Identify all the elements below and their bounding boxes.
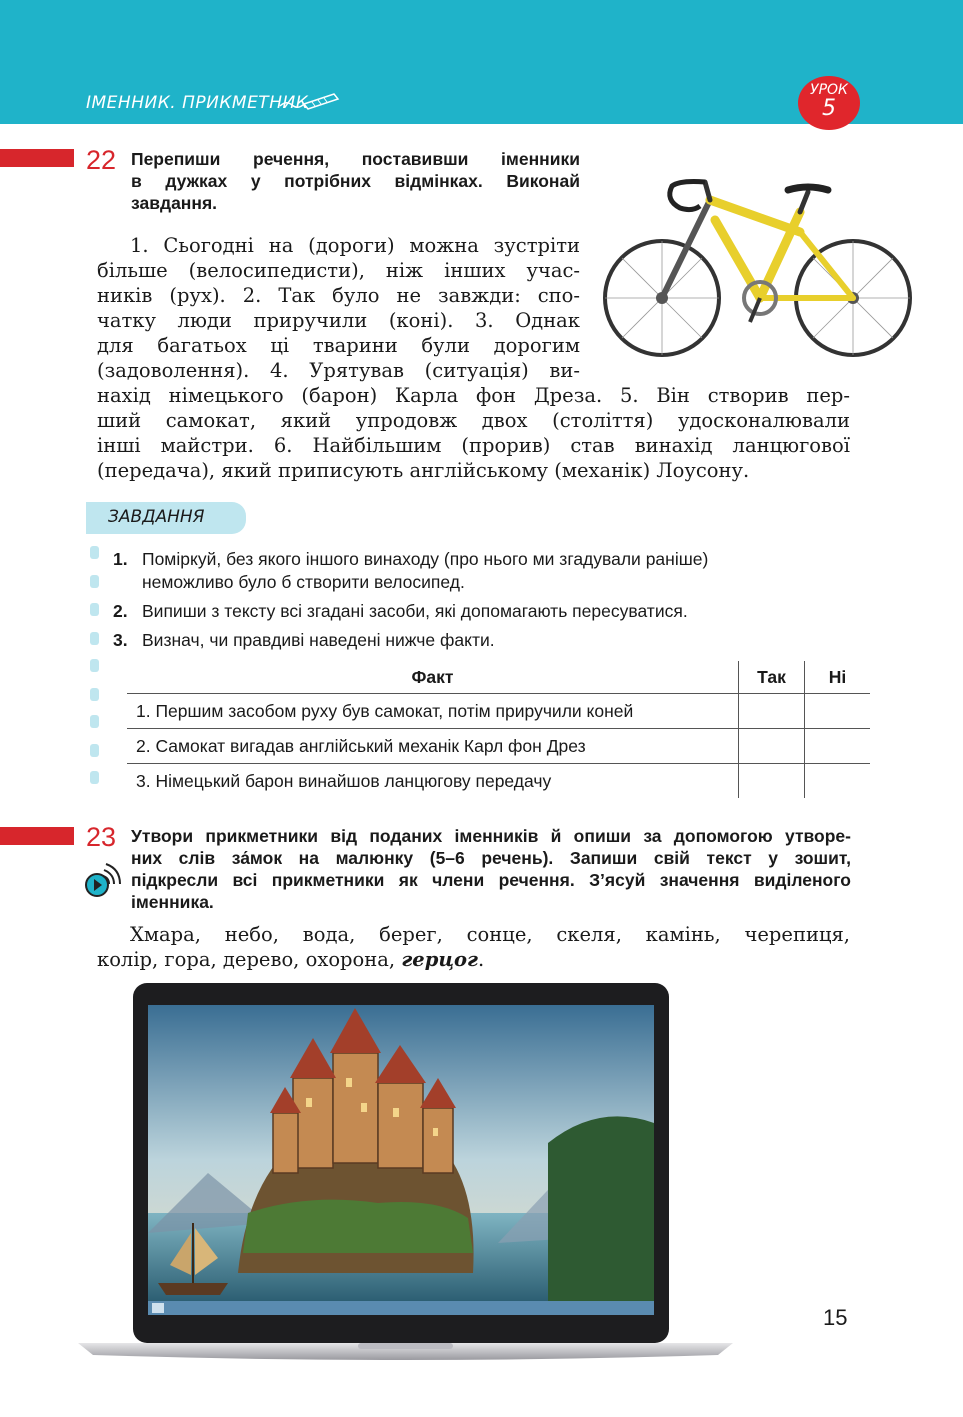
- lesson-number: 5: [822, 96, 836, 121]
- exercise-marker-bar: [0, 827, 74, 845]
- words-line: [97, 947, 850, 972]
- task-item-2: [113, 600, 688, 623]
- audio-play-icon[interactable]: [84, 860, 124, 898]
- tasks-label-text: ЗАВДАННЯ: [108, 507, 205, 527]
- table-cell-yes[interactable]: [739, 729, 805, 764]
- instruction-line: завдання.: [131, 193, 218, 213]
- instruction-line: підкресли всі прикметники як члени речення. З’ясуй значення виділеного: [131, 870, 851, 890]
- instruction-line: Перепиши речення, поставивши іменники: [131, 149, 580, 169]
- exercise-22-instruction: [131, 148, 580, 214]
- task-text: Поміркуй, без якого іншого винаходу (про нього ми згадували раніше): [142, 549, 709, 569]
- pencil-icon: [278, 90, 340, 112]
- margin-dot: [90, 771, 99, 784]
- task-item-1: [113, 548, 708, 594]
- exercise-marker-bar: [0, 149, 74, 167]
- table-cell-no[interactable]: [805, 729, 871, 764]
- words-end: .: [477, 948, 485, 971]
- margin-dot: [90, 575, 99, 588]
- margin-dot: [90, 632, 99, 645]
- instruction-line: Утвори прикметники від поданих іменників й опиши за допомогою утворе-: [131, 826, 851, 846]
- table-row: [127, 729, 870, 764]
- words-plain: колір, гора, дерево, охорона,: [97, 948, 402, 971]
- text-line: більше (велосипедисти), ніж інших учас-: [97, 259, 580, 282]
- facts-table: [127, 661, 870, 798]
- bicycle-image: [600, 170, 915, 365]
- margin-dot: [90, 659, 99, 672]
- words-line: Хмара, небо, вода, берег, сонце, скеля, камінь, черепиця,: [130, 923, 850, 946]
- table-header-yes: Так: [739, 661, 805, 694]
- margin-dot: [90, 688, 99, 701]
- exercise-23-words: [97, 922, 850, 972]
- instruction-line: них слів за́мок на малюнку (5–6 речень). Запиши свій текст у зошит,: [131, 848, 851, 868]
- table-row: [127, 694, 870, 729]
- task-text: Випиши з тексту всі згадані засоби, які допомагають пересуватися.: [142, 601, 688, 621]
- table-cell-no[interactable]: [805, 764, 871, 799]
- table-cell-yes[interactable]: [739, 764, 805, 799]
- text-line: нахід німецького (барон) Карла фон Дреза. 5. Він створив пер-: [97, 384, 850, 407]
- table-cell-fact: 1. Першим засобом руху був самокат, потім приручили коней: [136, 700, 634, 721]
- text-line: ників (рух). 2. Так було не завжди: спо-: [97, 284, 580, 307]
- table-header-fact: Факт: [127, 661, 739, 694]
- task-number: 1.: [113, 549, 128, 569]
- margin-dot: [90, 546, 99, 559]
- text-line: (задоволення). 4. Урятував (ситуація) ви-: [97, 359, 580, 382]
- section-title: ІМЕННИК. ПРИКМЕТНИК: [86, 93, 309, 113]
- text-line: ший самокат, який упродовж двох (століття) удосконалювали: [97, 409, 850, 432]
- task-item-3: [113, 629, 495, 652]
- laptop-castle-image: [78, 983, 733, 1363]
- task-text: неможливо було б створити велосипед.: [142, 572, 465, 592]
- exercise-23-number: 23: [86, 822, 117, 852]
- exercise-22-number: 22: [86, 145, 117, 175]
- highlighted-word: герцог: [401, 948, 478, 971]
- instruction-line: іменника.: [131, 892, 214, 912]
- tasks-label: [86, 502, 246, 534]
- table-header-no: Ні: [805, 661, 871, 694]
- page-number: 15: [823, 1305, 848, 1330]
- table-cell-fact: 3. Німецький барон винайшов ланцюгову передачу: [127, 764, 739, 799]
- text-line: 1. Сьогодні на (дороги) можна зустріти: [130, 234, 580, 257]
- task-number: 2.: [113, 601, 128, 621]
- table-cell-no[interactable]: [805, 694, 871, 729]
- exercise-23-instruction: [131, 825, 851, 913]
- table-row: [127, 764, 870, 799]
- margin-dot: [90, 603, 99, 616]
- table-header-row: [127, 661, 870, 694]
- instruction-line: в дужках у потрібних відмінках. Виконай: [131, 171, 580, 191]
- text-line: для багатьох ці тварини були дорогим: [97, 334, 580, 357]
- lesson-badge: [798, 76, 860, 130]
- text-line: чатку люди приручили (коні). 3. Однак: [97, 309, 580, 332]
- margin-dot: [90, 715, 99, 728]
- task-text: Визнач, чи правдиві наведені нижче факти.: [142, 630, 495, 650]
- margin-dot: [90, 744, 99, 757]
- task-number: 3.: [113, 630, 128, 650]
- text-line: інші майстри. 6. Найбільшим (прорив) став винахід ланцюгової: [97, 434, 850, 457]
- table-cell-yes[interactable]: [739, 694, 805, 729]
- table-cell-fact: 2. Самокат вигадав англійський механік Карл фон Дрез: [127, 729, 739, 764]
- text-line: (передача), який приписують англійському (механік) Лоусону.: [97, 459, 750, 482]
- lesson-label: УРОК: [810, 82, 848, 98]
